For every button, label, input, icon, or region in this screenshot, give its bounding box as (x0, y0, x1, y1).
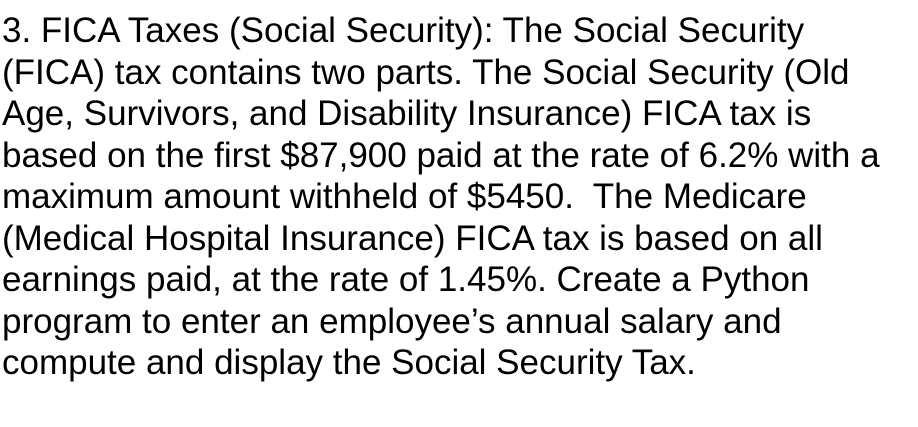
text-line-9: compute and display the Social Security Tax. (2, 343, 696, 382)
text-line-3: Age, Survivors, and Disability Insurance) FICA tax is (2, 94, 812, 133)
problem-statement (2, 10, 916, 384)
text-line-8: program to enter an employee’s annual salary and (2, 301, 782, 341)
text-line-4: based on the first $87,900 paid at the rate of 6.2% with a (2, 135, 880, 175)
text-line-7: earnings paid, at the rate of 1.45%. Create a Python (2, 260, 810, 299)
text-line-1: 3. FICA Taxes (Social Security): The Social Security (2, 11, 805, 50)
text-line-5: maximum amount withheld of $5450. The Medicare (2, 177, 807, 216)
text-line-6: (Medical Hospital Insurance) FICA tax is based on all (2, 218, 823, 258)
text-line-2: (FICA) tax contains two parts. The Social Security (Old (2, 52, 850, 92)
